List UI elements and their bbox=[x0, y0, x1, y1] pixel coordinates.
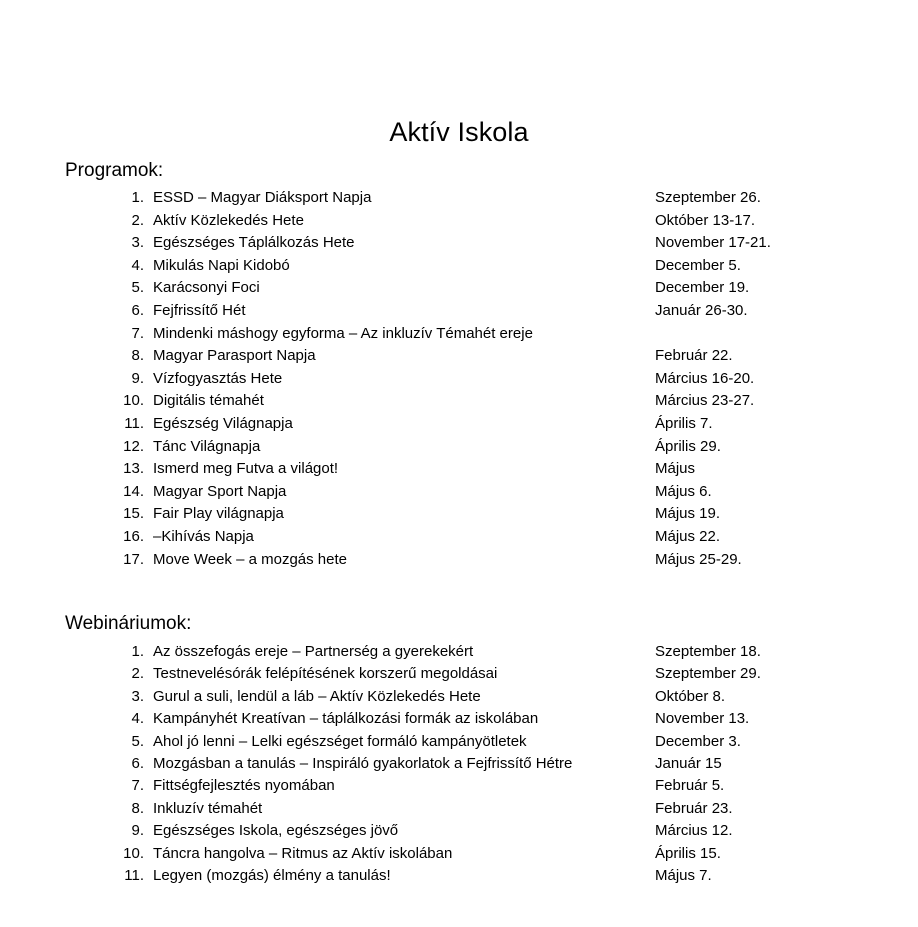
list-item-date: Május 25-29. bbox=[655, 550, 742, 568]
list-item-label: Inkluzív témahét bbox=[153, 799, 263, 817]
list-item-date: November 13. bbox=[655, 710, 750, 728]
list-item-label: Testnevelésórák felépítésének korszerű megoldásai bbox=[153, 665, 498, 683]
list-item bbox=[0, 731, 918, 753]
list-item-number: 14. bbox=[123, 482, 144, 500]
list-item-date: November 17-21. bbox=[655, 234, 771, 252]
list-item-date: Január 15 bbox=[655, 754, 722, 772]
list-item-number: 6. bbox=[131, 754, 144, 772]
list-item bbox=[0, 798, 918, 820]
list-item bbox=[0, 458, 918, 481]
list-item bbox=[0, 413, 918, 436]
page-title: Aktív Iskola bbox=[389, 117, 529, 148]
list-item-date: Szeptember 26. bbox=[655, 189, 761, 206]
list-item-number: 6. bbox=[131, 301, 144, 319]
list-item bbox=[0, 481, 918, 504]
list-item-label: Fejfrissítő Hét bbox=[153, 301, 246, 319]
list-item-date: Január 26-30. bbox=[655, 301, 748, 319]
list-item-date: Szeptember 18. bbox=[655, 643, 761, 660]
list-item-label: Gurul a suli, lendül a láb – Aktív Közlekedés Hete bbox=[153, 687, 481, 705]
list-item-date: Május 19. bbox=[655, 505, 721, 523]
list-item-date: December 3. bbox=[655, 732, 741, 750]
list-item bbox=[0, 663, 918, 685]
list-item-number: 5. bbox=[131, 732, 144, 750]
list-item-number: 10. bbox=[123, 844, 144, 862]
section-programok bbox=[0, 158, 918, 571]
list-item-label: Legyen (mozgás) élmény a tanulás! bbox=[153, 866, 391, 884]
list-item-date: Október 13-17. bbox=[655, 211, 756, 229]
list-item-number: 17. bbox=[123, 550, 144, 568]
list-item-date: Március 12. bbox=[655, 822, 733, 840]
section-webinariumok bbox=[0, 611, 918, 887]
list-item-date: Március 23-27. bbox=[655, 392, 755, 410]
list-item bbox=[0, 300, 918, 323]
section-heading-programok: Programok: bbox=[65, 160, 164, 181]
list-item-date: Április 15. bbox=[655, 844, 721, 862]
list-item-number: 3. bbox=[131, 687, 144, 705]
list-item bbox=[0, 232, 918, 255]
list-item-label: Fair Play világnapja bbox=[153, 505, 284, 523]
list-item-number: 10. bbox=[123, 392, 144, 410]
list-item-label: Magyar Sport Napja bbox=[153, 482, 287, 500]
list-item-date: Október 8. bbox=[655, 687, 726, 705]
list-item bbox=[0, 820, 918, 842]
list-item-label: Kampányhét Kreatívan – táplálkozási formák az iskolában bbox=[153, 710, 539, 728]
list-item-number: 1. bbox=[131, 189, 144, 206]
list-item-number: 9. bbox=[131, 822, 144, 840]
list-item-label: Ahol jó lenni – Lelki egészséget formáló kampányötletek bbox=[153, 732, 527, 750]
list-item-number: 1. bbox=[131, 643, 144, 660]
list-item-label: Digitális témahét bbox=[153, 392, 264, 410]
list-item-date: Február 23. bbox=[655, 799, 733, 817]
list-item-label: Egészség Világnapja bbox=[153, 414, 293, 432]
list-item-label: Egészséges Iskola, egészséges jövő bbox=[153, 822, 399, 840]
list-item bbox=[0, 865, 918, 887]
list-item bbox=[0, 277, 918, 300]
list-item bbox=[0, 686, 918, 708]
list-item bbox=[0, 323, 918, 346]
list-item-date: Március 16-20. bbox=[655, 369, 755, 387]
list-item bbox=[0, 641, 918, 663]
list-item bbox=[0, 503, 918, 526]
list-item-number: 11. bbox=[124, 866, 144, 884]
list-item-number: 7. bbox=[131, 777, 144, 795]
list-item-date: Szeptember 29. bbox=[655, 665, 761, 683]
list-item-number: 8. bbox=[131, 347, 144, 365]
list-item-date: December 5. bbox=[655, 256, 741, 274]
list-item-date: Május 6. bbox=[655, 482, 712, 500]
list-item bbox=[0, 255, 918, 278]
list-item-date: Április 29. bbox=[655, 437, 721, 455]
list-item-number: 9. bbox=[131, 369, 144, 387]
list-item-label: Mindenki máshogy egyforma – Az inkluzív Témahét ereje bbox=[153, 324, 533, 342]
list-item-date: Május 7. bbox=[655, 866, 712, 884]
programok-list bbox=[0, 187, 918, 571]
list-item-date: Február 5. bbox=[655, 777, 725, 795]
list-item bbox=[0, 187, 918, 210]
list-item bbox=[0, 436, 918, 459]
list-item bbox=[0, 708, 918, 730]
list-item-label: Tánc Világnapja bbox=[153, 437, 261, 455]
list-item bbox=[0, 753, 918, 775]
list-item-number: 11. bbox=[124, 414, 144, 432]
list-item-label: Mikulás Napi Kidobó bbox=[153, 256, 290, 274]
list-item-number: 2. bbox=[131, 211, 144, 229]
list-item-number: 2. bbox=[131, 665, 144, 683]
list-item-label: Az összefogás ereje – Partnerség a gyerekekért bbox=[153, 643, 474, 660]
webinariumok-list bbox=[0, 641, 918, 887]
list-item-number: 16. bbox=[123, 527, 144, 545]
list-item bbox=[0, 210, 918, 233]
list-item-number: 4. bbox=[131, 256, 144, 274]
list-item-label: Fittségfejlesztés nyomában bbox=[153, 777, 335, 795]
list-item-number: 15. bbox=[123, 505, 144, 523]
list-item-number: 12. bbox=[123, 437, 144, 455]
section-heading-webinariumok: Webináriumok: bbox=[65, 613, 192, 634]
list-item-date: Február 22. bbox=[655, 347, 733, 365]
list-item-label: Magyar Parasport Napja bbox=[153, 347, 316, 365]
list-item-number: 13. bbox=[123, 460, 144, 478]
list-item-label: Move Week – a mozgás hete bbox=[153, 550, 347, 568]
list-item-label: Ismerd meg Futva a világot! bbox=[153, 460, 339, 478]
list-item-label: ESSD – Magyar Diáksport Napja bbox=[153, 189, 372, 206]
list-item bbox=[0, 526, 918, 549]
list-item-date: Április 7. bbox=[655, 414, 713, 432]
list-item-label: Mozgásban a tanulás – Inspiráló gyakorlatok a Fejfrissítő Hétre bbox=[153, 754, 573, 772]
list-item-number: 8. bbox=[131, 799, 144, 817]
list-item-date: Május 22. bbox=[655, 527, 721, 545]
list-item-number: 4. bbox=[131, 710, 144, 728]
list-item-date: Május bbox=[655, 460, 696, 478]
list-item bbox=[0, 775, 918, 797]
list-item-number: 7. bbox=[131, 324, 144, 342]
list-item-label: Vízfogyasztás Hete bbox=[153, 369, 283, 387]
list-item-label: Egészséges Táplálkozás Hete bbox=[153, 234, 355, 252]
list-item-date: December 19. bbox=[655, 279, 750, 297]
list-item bbox=[0, 843, 918, 865]
list-item-label: Aktív Közlekedés Hete bbox=[153, 211, 304, 229]
list-item-number: 3. bbox=[131, 234, 144, 252]
list-item bbox=[0, 345, 918, 368]
list-item-number: 5. bbox=[131, 279, 144, 297]
list-item bbox=[0, 368, 918, 391]
list-item bbox=[0, 549, 918, 572]
list-item bbox=[0, 390, 918, 413]
list-item-label: –Kihívás Napja bbox=[153, 527, 254, 545]
list-item-label: Táncra hangolva – Ritmus az Aktív iskolában bbox=[153, 844, 453, 862]
list-item-label: Karácsonyi Foci bbox=[153, 279, 260, 297]
